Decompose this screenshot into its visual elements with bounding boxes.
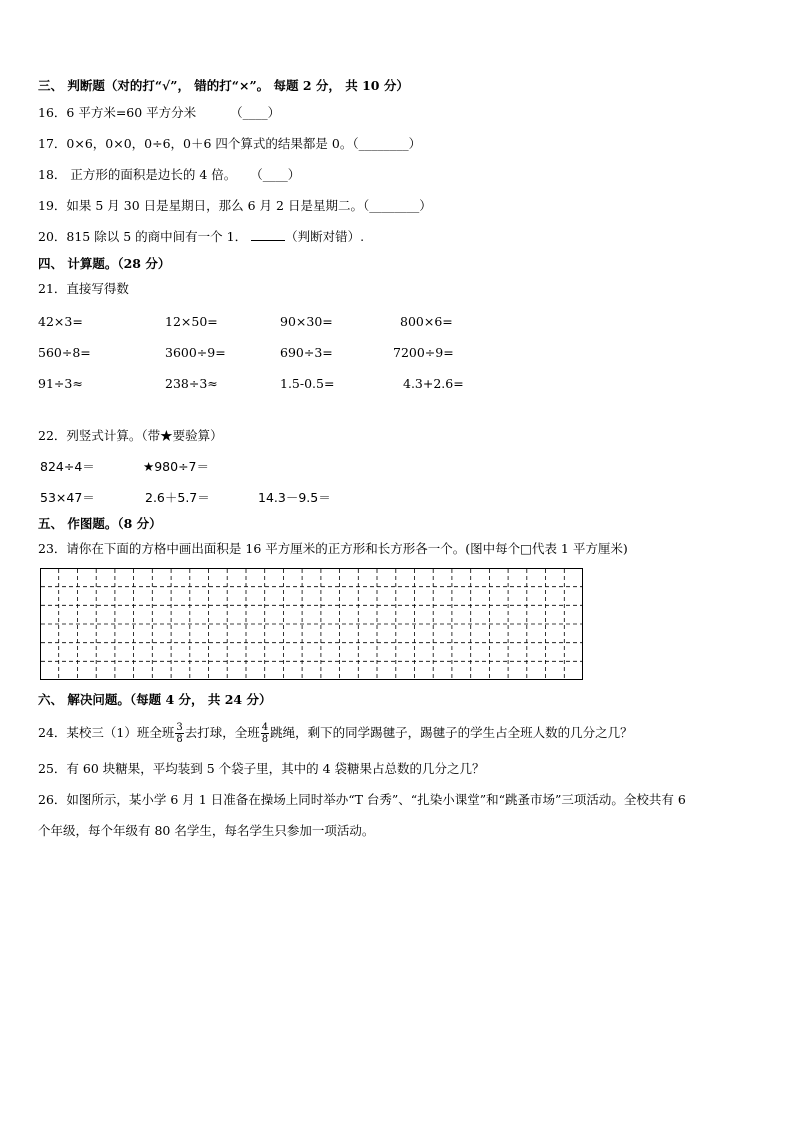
question-16-text: 16．6 平方米=60 平方分米 [38,105,197,120]
question-17 [38,136,421,152]
fraction-four-eighths: $\frac{4}{8}$ [261,722,269,745]
question-17-text: 17．0×6，0×0，0÷6，0＋6 四个算式的结果都是 0。 [38,136,353,151]
vertical-calc-item: 824÷4＝ [40,459,95,474]
question-20-text: 20．815 除以 5 的商中间有一个 1． [38,229,248,244]
fraction-three-eighths: $\frac{3}{8}$ [176,722,183,745]
question-16 [38,105,280,121]
question-18-text: 18． 正方形的面积是边长的 4 倍。 [38,167,237,182]
vertical-calc-item: 2.6＋5.7＝ [145,490,210,505]
question-22-title: 22．列竖式计算。（带★要验算） [38,428,223,443]
question-20-answer-blank[interactable] [251,229,285,241]
oral-calc-item: 690÷3= [280,345,333,360]
section-5-title: 五、 作图题。（8 分） [38,516,162,531]
question-19-answer-blank[interactable]: （________） [362,198,432,213]
drawing-grid[interactable] [40,568,583,680]
oral-calc-item: 42×3= [38,314,83,329]
question-20 [38,229,364,245]
oral-calc-item: 90×30= [280,314,333,329]
question-19 [38,198,432,214]
question-18 [38,167,300,183]
oral-calc-item: 7200÷9= [393,345,454,360]
question-20-suffix: （判断对错）. [285,229,365,244]
oral-calc-item: 91÷3≈ [38,376,83,391]
oral-calc-item: 12×50= [165,314,218,329]
vertical-calc-item: ★980÷7＝ [143,459,209,474]
question-24-part2: 去打球，全班 [184,725,260,740]
question-24 [38,721,633,745]
section-3-title: 三、 判断题（对的打“√”， 错的打“×”。 每题 2 分， 共 10 分） [38,78,409,93]
question-21-title: 21．直接写得数 [38,281,129,296]
question-24-part1: 24．某校三（1）班全班 [38,725,175,740]
vertical-calc-item: 53×47＝ [40,490,95,505]
question-26-line-1: 26．如图所示，某小学 6 月 1 日准备在操场上同时举办“T 台秀”、“扎染小课堂”和“跳蚤市场”三项活动。全校共有 6 [38,792,686,807]
question-19-text: 19．如果 5 月 30 日是星期日，那么 6 月 2 日是星期二。 [38,198,363,213]
question-23: 23．请你在下面的方格中画出面积是 16 平方厘米的正方形和长方形各一个。(图中每个□代表 1 平方厘米) [38,541,628,556]
question-16-answer-blank[interactable]: （____） [230,105,281,120]
oral-calc-item: 238÷3≈ [165,376,218,391]
oral-calc-item: 800×6= [400,314,453,329]
question-26-line-2: 个年级，每个年级有 80 名学生，每名学生只参加一项活动。 [38,823,375,838]
question-25: 25．有 60 块糖果，平均装到 5 个袋子里，其中的 4 袋糖果占总数的几分之几？ [38,761,485,776]
oral-calc-item: 560÷8= [38,345,91,360]
question-17-answer-blank[interactable]: （________） [352,136,422,151]
oral-calc-item: 3600÷9= [165,345,226,360]
section-6-title: 六、 解决问题。（每题 4 分， 共 24 分） [38,692,272,707]
question-24-part3: 跳绳，剩下的同学踢毽子，踢毽子的学生占全班人数的几分之几？ [270,725,633,740]
oral-calc-item: 1.5-0.5= [280,376,335,391]
section-4-title: 四、 计算题。（28 分） [38,256,171,271]
oral-calc-item: 4.3+2.6= [403,376,464,391]
question-18-answer-blank[interactable]: （____） [250,167,301,182]
vertical-calc-item: 14.3－9.5＝ [258,490,331,505]
